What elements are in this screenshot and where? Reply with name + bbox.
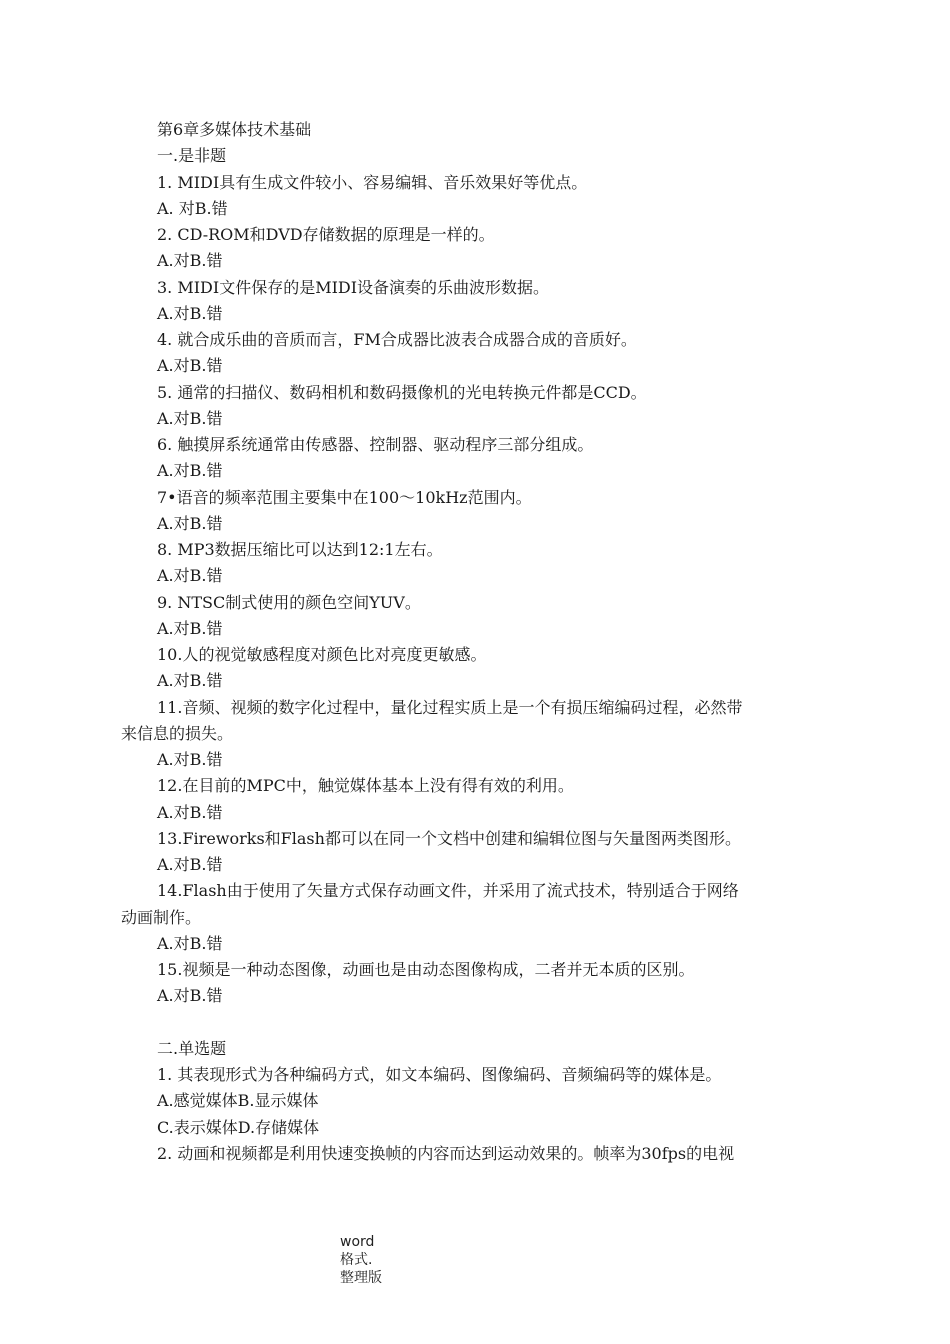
answer-options: A.对B.错 [157, 855, 223, 874]
section-heading: 二.单选题 [157, 1039, 227, 1058]
answer-options: C.表示媒体D.存储媒体 [157, 1118, 320, 1137]
question-text: 4. 就合成乐曲的音质而言，FM合成器比波表合成器合成的音质好。 [157, 330, 637, 349]
footer-line: 格式. [340, 1252, 373, 1268]
question-text: 1. MIDI具有生成文件较小、容易编辑、音乐效果好等优点。 [157, 173, 588, 192]
question-text: 7•语音的频率范围主要集中在100〜10kHz范围内。 [157, 488, 532, 507]
footer-line: word [340, 1234, 375, 1250]
question-text: 1. 其表现形式为各种编码方式，如文本编码、图像编码、音频编码等的媒体是。 [157, 1065, 722, 1084]
footer-line: 整理版 [340, 1270, 382, 1286]
question-text-continued: 来信息的损失。 [121, 724, 234, 743]
question-text: 8. MP3数据压缩比可以达到12:1左右。 [157, 540, 443, 559]
answer-options: A. 对B.错 [157, 199, 228, 218]
question-text: 5. 通常的扫描仪、数码相机和数码摄像机的光电转换元件都是CCD。 [157, 383, 647, 402]
answer-options: A.对B.错 [157, 934, 223, 953]
answer-options: A.对B.错 [157, 750, 223, 769]
answer-options: A.感觉媒体B.显示媒体 [157, 1091, 319, 1110]
answer-options: A.对B.错 [157, 304, 223, 323]
question-text-continued: 动画制作。 [121, 908, 202, 927]
answer-options: A.对B.错 [157, 251, 223, 270]
answer-options: A.对B.错 [157, 409, 223, 428]
answer-options: A.对B.错 [157, 566, 223, 585]
page-footer [340, 1233, 382, 1287]
question-text: 15.视频是一种动态图像，动画也是由动态图像构成，二者并无本质的区别。 [157, 960, 695, 979]
chapter-title: 第6章多媒体技术基础 [157, 120, 312, 139]
question-text: 3. MIDI文件保存的是MIDI设备演奏的乐曲波形数据。 [157, 278, 550, 297]
answer-options: A.对B.错 [157, 671, 223, 690]
question-text: 11.音频、视频的数字化过程中，量化过程实质上是一个有损压缩编码过程，必然带 [157, 698, 743, 717]
question-text: 6. 触摸屏系统通常由传感器、控制器、驱动程序三部分组成。 [157, 435, 594, 454]
question-text: 12.在目前的MPC中，触觉媒体基本上没有得有效的利用。 [157, 776, 574, 795]
question-text: 2. CD-ROM和DVD存储数据的原理是一样的。 [157, 225, 495, 244]
answer-options: A.对B.错 [157, 619, 223, 638]
question-text: 13.Fireworks和Flash都可以在同一个文档中创建和编辑位图与矢量图两类图形。 [157, 829, 741, 848]
answer-options: A.对B.错 [157, 356, 223, 375]
answer-options: A.对B.错 [157, 461, 223, 480]
answer-options: A.对B.错 [157, 986, 223, 1005]
answer-options: A.对B.错 [157, 803, 223, 822]
question-text: 10.人的视觉敏感程度对颜色比对亮度更敏感。 [157, 645, 487, 664]
question-text: 2. 动画和视频都是利用快速变换帧的内容而达到运动效果的。帧率为30fps的电视 [157, 1144, 735, 1163]
answer-options: A.对B.错 [157, 514, 223, 533]
question-text: 9. NTSC制式使用的颜色空间YUV。 [157, 593, 421, 612]
section-heading: 一.是非题 [157, 146, 227, 165]
question-text: 14.Flash由于使用了矢量方式保存动画文件，并采用了流式技术，特别适合于网络 [157, 881, 739, 900]
